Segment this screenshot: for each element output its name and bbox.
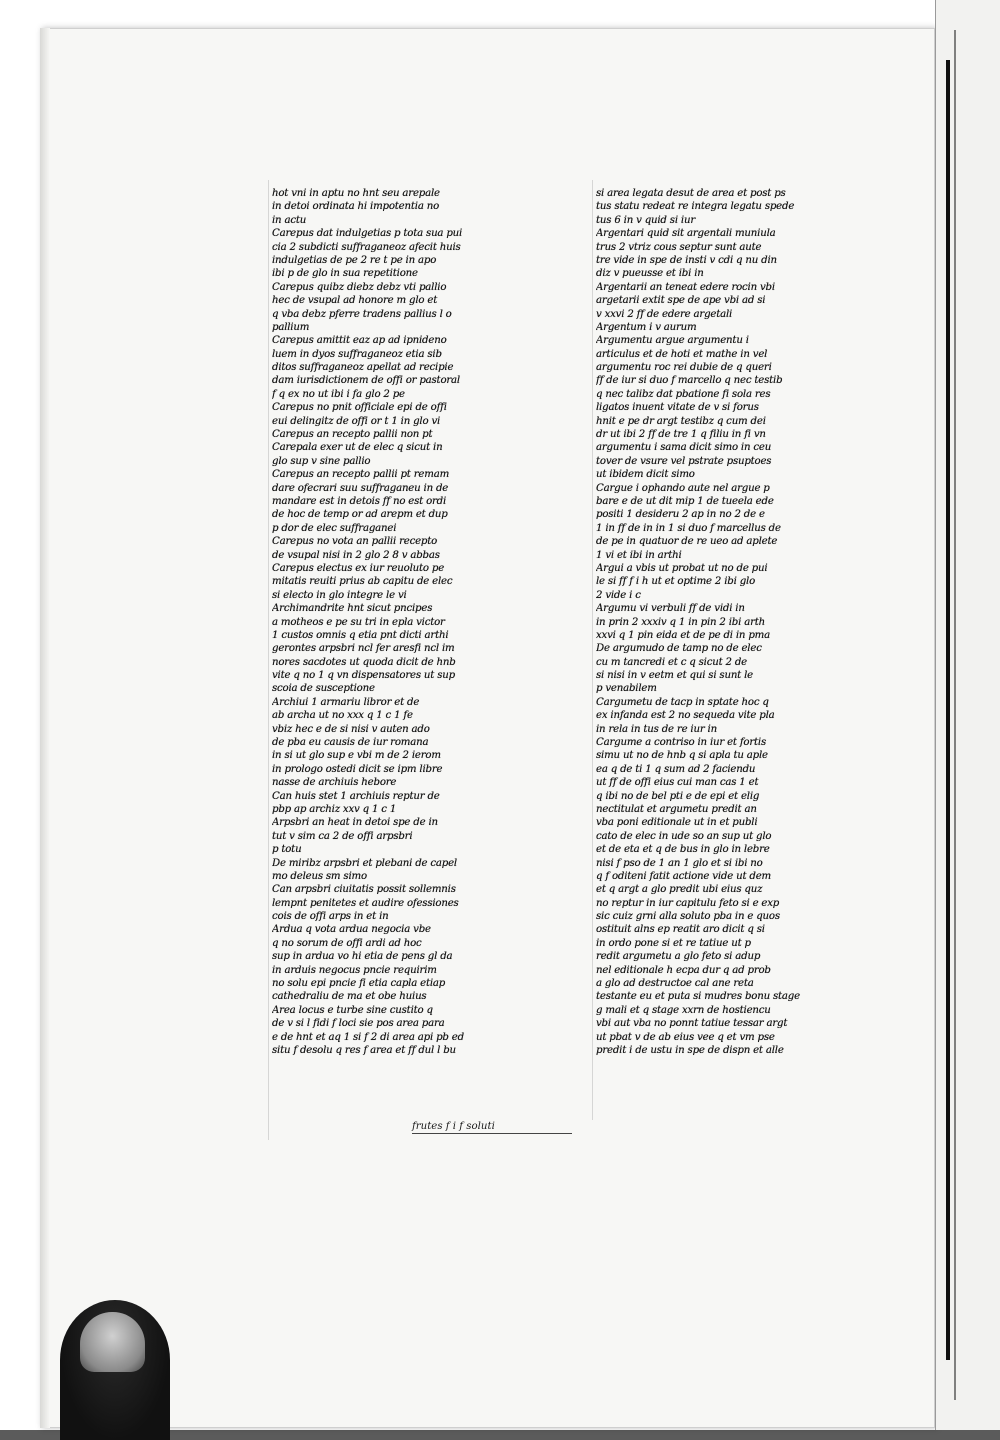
- manuscript-line-left: Ardua q vota ardua negocia vbe: [272, 924, 431, 936]
- manuscript-line-right: testante eu et puta si mudres bonu stage: [596, 991, 800, 1003]
- page-edge-shadow: [946, 60, 950, 1360]
- manuscript-line-right: le si ff f i h ut et optime 2 ibi glo: [596, 576, 756, 588]
- manuscript-line-right: Argentum i v aurum: [596, 321, 697, 333]
- manuscript-line-right: ligatos inuent vitate de v si forus: [596, 402, 759, 414]
- manuscript-line-right: Argentari quid sit argentali muniula: [596, 228, 776, 240]
- manuscript-line-right: 1 in ff de in in 1 si duo f marcellus de: [596, 522, 781, 534]
- manuscript-line-right: q nec talibz dat pbatione fi sola res: [596, 388, 771, 400]
- manuscript-line-left: situ f desolu q res f area et ff dul l bu: [272, 1045, 456, 1056]
- manuscript-line-left: Archimandrite hnt sicut pncipes: [272, 603, 433, 615]
- manuscript-line-left: Carepus electus ex iur reuoluto pe: [272, 562, 445, 574]
- manuscript-line-left: Can huis stet 1 archiuis reptur de: [272, 790, 440, 802]
- manuscript-line-left: Can arpsbri ciuitatis possit sollemnis: [272, 884, 456, 896]
- manuscript-line-right: v xxvi 2 ff de edere argetali: [596, 308, 733, 320]
- manuscript-line-right: Argumu vi verbuli ff de vidi in: [596, 603, 745, 615]
- manuscript-line-right: tus statu redeat re integra legatu spede: [596, 201, 795, 213]
- manuscript-line-left: Carepus dat indulgetias p tota sua pui: [272, 228, 463, 240]
- manuscript-line-left: dare ofecrari suu suffraganeu in de: [272, 482, 449, 494]
- manuscript-line-right: ut ff de offi eius cui man cas 1 et: [596, 777, 759, 789]
- manuscript-line-left: Archiui 1 armariu libror et de: [272, 696, 420, 708]
- manuscript-line-left: gerontes arpsbri ncl fer aresfi ncl im: [272, 643, 455, 655]
- manuscript-line-right: no reptur in iur capitulu feto si e exp: [596, 897, 780, 909]
- manuscript-line-left: ibi p de glo in sua repetitione: [272, 268, 418, 280]
- manuscript-line-right: xxvi q 1 pin eida et de pe di in pma: [596, 629, 770, 641]
- manuscript-line-right: articulus et de hoti et mathe in vel: [596, 348, 768, 360]
- manuscript-line-left: in actu: [272, 214, 307, 226]
- manuscript-line-right: Cargume a contriso in iur et fortis: [596, 737, 766, 749]
- manuscript-line-left: de pba eu causis de iur romana: [272, 737, 429, 749]
- manuscript-line-left: De miribz arpsbri et plebani de capel: [272, 857, 457, 869]
- manuscript-line-left: Carepus quibz diebz debz vti pallio: [272, 281, 447, 293]
- manuscript-line-right: argumentu roc rei dubie de q queri: [596, 362, 772, 374]
- manuscript-line-right: vba poni editionale ut in et publi: [596, 817, 758, 829]
- manuscript-line-left: Carepus an recepto pallii pt remam: [272, 469, 450, 481]
- manuscript-line-right: redit argumetu a glo feto si adup: [596, 951, 761, 963]
- text-column-right: [596, 187, 881, 1057]
- manuscript-line-right: ostituit alns ep reatit aro dicit q si: [596, 924, 765, 936]
- manuscript-line-left: de hoc de temp or ad arepm et dup: [272, 509, 448, 521]
- manuscript-line-right: a glo ad destructoe cal ane reta: [596, 978, 754, 990]
- manuscript-line-right: hnit e pe dr argt testibz q cum dei: [596, 415, 766, 427]
- manuscript-line-right: in rela in tus de re iur in: [596, 723, 717, 735]
- manuscript-line-left: a motheos e pe su tri in epla victor: [272, 616, 445, 628]
- manuscript-line-left: luem in dyos suffraganeoz etia sib: [272, 348, 442, 360]
- manuscript-line-left: mitatis reuiti prius ab capitu de elec: [272, 576, 453, 588]
- facing-page-edge: [935, 0, 1000, 1430]
- manuscript-line-left: Area locus e turbe sine custito q: [272, 1004, 433, 1016]
- manuscript-line-left: p totu: [272, 844, 302, 856]
- manuscript-line-right: nisi f pso de 1 an 1 glo et si ibi no: [596, 857, 763, 869]
- manuscript-line-left: eui delingitz de offi or t 1 in glo vi: [272, 415, 441, 427]
- manuscript-line-left: hec de vsupal ad honore m glo et: [272, 295, 438, 307]
- manuscript-line-right: q ibi no de bel pti e de epi et elig: [596, 790, 760, 802]
- manuscript-line-left: vite q no 1 q vn dispensatores ut sup: [272, 670, 455, 682]
- manuscript-line-right: ex infanda est 2 no sequeda vite pla: [596, 710, 775, 722]
- manuscript-line-left: tut v sim ca 2 de offi arpsbri: [272, 830, 413, 842]
- manuscript-line-left: in arduis negocus pncie requirim: [272, 964, 437, 976]
- manuscript-line-right: tover de vsure vel pstrate psuptoes: [596, 455, 772, 467]
- manuscript-line-right: in ordo pone si et re tatiue ut p: [596, 937, 751, 949]
- manuscript-line-left: ab archa ut no xxx q 1 c 1 fe: [272, 710, 413, 722]
- manuscript-line-left: nores sacdotes ut quoda dicit de hnb: [272, 656, 456, 668]
- manuscript-line-left: si electo in glo integre le vi: [272, 589, 407, 601]
- manuscript-line-right: nectitulat et argumetu predit an: [596, 803, 757, 815]
- manuscript-line-right: ff de iur si duo f marcello q nec testib: [596, 375, 783, 387]
- manuscript-line-right: Cargue i ophando aute nel argue p: [596, 482, 770, 494]
- manuscript-line-right: tre vide in spe de insti v cdi q nu din: [596, 254, 777, 266]
- manuscript-line-right: positi 1 desideru 2 ap in no 2 de e: [596, 509, 765, 521]
- manuscript-line-right: trus 2 vtriz cous septur sunt aute: [596, 241, 762, 253]
- manuscript-line-left: Carepus no pnit officiale epi de offi: [272, 402, 447, 414]
- ruling-line-right: [592, 180, 593, 1120]
- manuscript-line-right: bare e de ut dit mip 1 de tueela ede: [596, 495, 774, 507]
- manuscript-line-left: q vba debz pferre tradens pallius l o: [272, 308, 452, 320]
- text-column-left: [272, 187, 557, 1057]
- manuscript-line-right: p venabilem: [596, 683, 657, 695]
- manuscript-line-right: 2 vide i c: [596, 589, 641, 601]
- manuscript-line-left: f q ex no ut ibi i fa glo 2 pe: [272, 388, 405, 400]
- manuscript-line-right: argumentu i sama dicit simo in ceu: [596, 442, 772, 454]
- manuscript-line-left: e de hnt et aq 1 si f 2 di area api pb ed: [272, 1031, 464, 1043]
- manuscript-line-right: et de eta et q de bus in glo in lebre: [596, 844, 770, 856]
- manuscript-line-left: cia 2 subdicti suffraganeoz afecit huis: [272, 241, 461, 253]
- manuscript-line-right: Argumentu argue argumentu i: [596, 335, 749, 347]
- manuscript-line-left: in prologo ostedi dicit se ipm libre: [272, 763, 443, 775]
- manuscript-line-left: de v si l fidi f loci sie pos area para: [272, 1018, 445, 1030]
- manuscript-line-right: si nisi in v eetm et qui si sunt le: [596, 670, 754, 682]
- manuscript-line-left: Carepus amittit eaz ap ad ipnideno: [272, 335, 447, 347]
- manuscript-line-right: simu ut no de hnb q si apla tu aple: [596, 750, 768, 762]
- manuscript-line-right: diz v pueusse et ibi in: [596, 268, 704, 280]
- manuscript-line-right: et q argt a glo predit ubi eius quz: [596, 884, 763, 896]
- manuscript-line-right: ea q de ti 1 q sum ad 2 faciendu: [596, 763, 756, 775]
- manuscript-line-right: Cargumetu de tacp in sptate hoc q: [596, 696, 769, 708]
- manuscript-line-left: vbiz hec e de si nisi v auten ado: [272, 723, 430, 735]
- manuscript-line-right: ut ibidem dicit simo: [596, 469, 695, 481]
- manuscript-line-left: sup in ardua vo hi etia de pens gl da: [272, 951, 453, 963]
- manuscript-line-right: q f oditeni fatit actione vide ut dem: [596, 870, 771, 882]
- manuscript-line-right: si area legata desut de area et post ps: [596, 188, 786, 199]
- manuscript-line-right: 1 vi et ibi in arthi: [596, 549, 682, 561]
- manuscript-line-right: de pe in quatuor de re ueo ad aplete: [596, 536, 778, 548]
- manuscript-line-right: in prin 2 xxxiv q 1 in pin 2 ibi arth: [596, 616, 766, 628]
- catchword: frutes f i f soluti: [412, 1120, 572, 1134]
- manuscript-line-left: Carepus no vota an pallii recepto: [272, 536, 438, 548]
- manuscript-line-right: dr ut ibi 2 ff de tre 1 q filiu in fi vn: [596, 429, 766, 441]
- manuscript-line-left: mandare est in detois ff no est ordi: [272, 495, 447, 507]
- thumbnail: [80, 1312, 145, 1372]
- manuscript-line-left: indulgetias de pe 2 re t pe in apo: [272, 254, 437, 266]
- manuscript-line-left: 1 custos omnis q etia pnt dicti arthi: [272, 629, 449, 641]
- manuscript-line-right: g mali et q stage xxrn de hostiencu: [596, 1004, 771, 1016]
- manuscript-line-left: glo sup v sine pallio: [272, 455, 371, 467]
- manuscript-line-left: pallium: [272, 321, 310, 333]
- manuscript-line-right: cu m tancredi et c q sicut 2 de: [596, 656, 747, 668]
- manuscript-line-right: cato de elec in ude so an sup ut glo: [596, 830, 772, 842]
- manuscript-line-left: cathedraliu de ma et obe huius: [272, 991, 427, 1003]
- manuscript-line-left: in si ut glo sup e vbi m de 2 ierom: [272, 750, 441, 762]
- manuscript-line-right: predit i de ustu in spe de dispn et alle: [596, 1045, 784, 1056]
- page-edge-line: [954, 30, 956, 1400]
- manuscript-line-right: ut pbat v de ab eius vee q et vm pse: [596, 1031, 775, 1043]
- manuscript-line-left: Arpsbri an heat in detoi spe de in: [272, 817, 438, 829]
- manuscript-line-left: cois de offi arps in et in: [272, 911, 389, 923]
- manuscript-line-right: argetarii extit spe de ape vbi ad si: [596, 295, 766, 307]
- manuscript-line-left: nasse de archiuis hebore: [272, 777, 397, 789]
- manuscript-line-left: pbp ap archiz xxv q 1 c 1: [272, 803, 397, 815]
- manuscript-line-left: de vsupal nisi in 2 glo 2 8 v abbas: [272, 549, 440, 561]
- manuscript-line-right: tus 6 in v quid si iur: [596, 214, 696, 226]
- manuscript-line-right: Argentarii an teneat edere rocin vbi: [596, 281, 775, 293]
- manuscript-line-right: De argumudo de tamp no de elec: [596, 643, 762, 655]
- manuscript-line-left: mo deleus sm simo: [272, 870, 367, 882]
- manuscript-line-right: vbi aut vba no ponnt tatiue tessar argt: [596, 1018, 788, 1030]
- manuscript-line-right: nel editionale h ecpa dur q ad prob: [596, 964, 771, 976]
- manuscript-line-left: hot vni in aptu no hnt seu arepale: [272, 188, 440, 199]
- manuscript-line-left: ditos suffraganeoz apellat ad recipie: [272, 362, 454, 374]
- manuscript-line-left: no solu epi pncie fi etia capla etiap: [272, 978, 446, 990]
- manuscript-line-left: p dor de elec suffraganei: [272, 522, 397, 534]
- ruling-line-left: [268, 180, 269, 1140]
- manuscript-line-left: Carepala exer ut de elec q sicut in: [272, 442, 443, 454]
- manuscript-line-left: dam iurisdictionem de offi or pastoral: [272, 375, 460, 387]
- manuscript-line-left: scoia de susceptione: [272, 683, 375, 695]
- manuscript-line-left: q no sorum de offi ardi ad hoc: [272, 937, 422, 949]
- manuscript-line-right: sic cuiz grni alla soluto pba in e quos: [596, 911, 780, 923]
- manuscript-line-left: Carepus an recepto pallii non pt: [272, 429, 433, 441]
- manuscript-line-right: Argui a vbis ut probat ut no de pui: [596, 562, 768, 574]
- manuscript-line-left: lempnt penitetes et audire ofessiones: [272, 897, 459, 909]
- manuscript-line-left: in detoi ordinata hi impotentia no: [272, 201, 440, 213]
